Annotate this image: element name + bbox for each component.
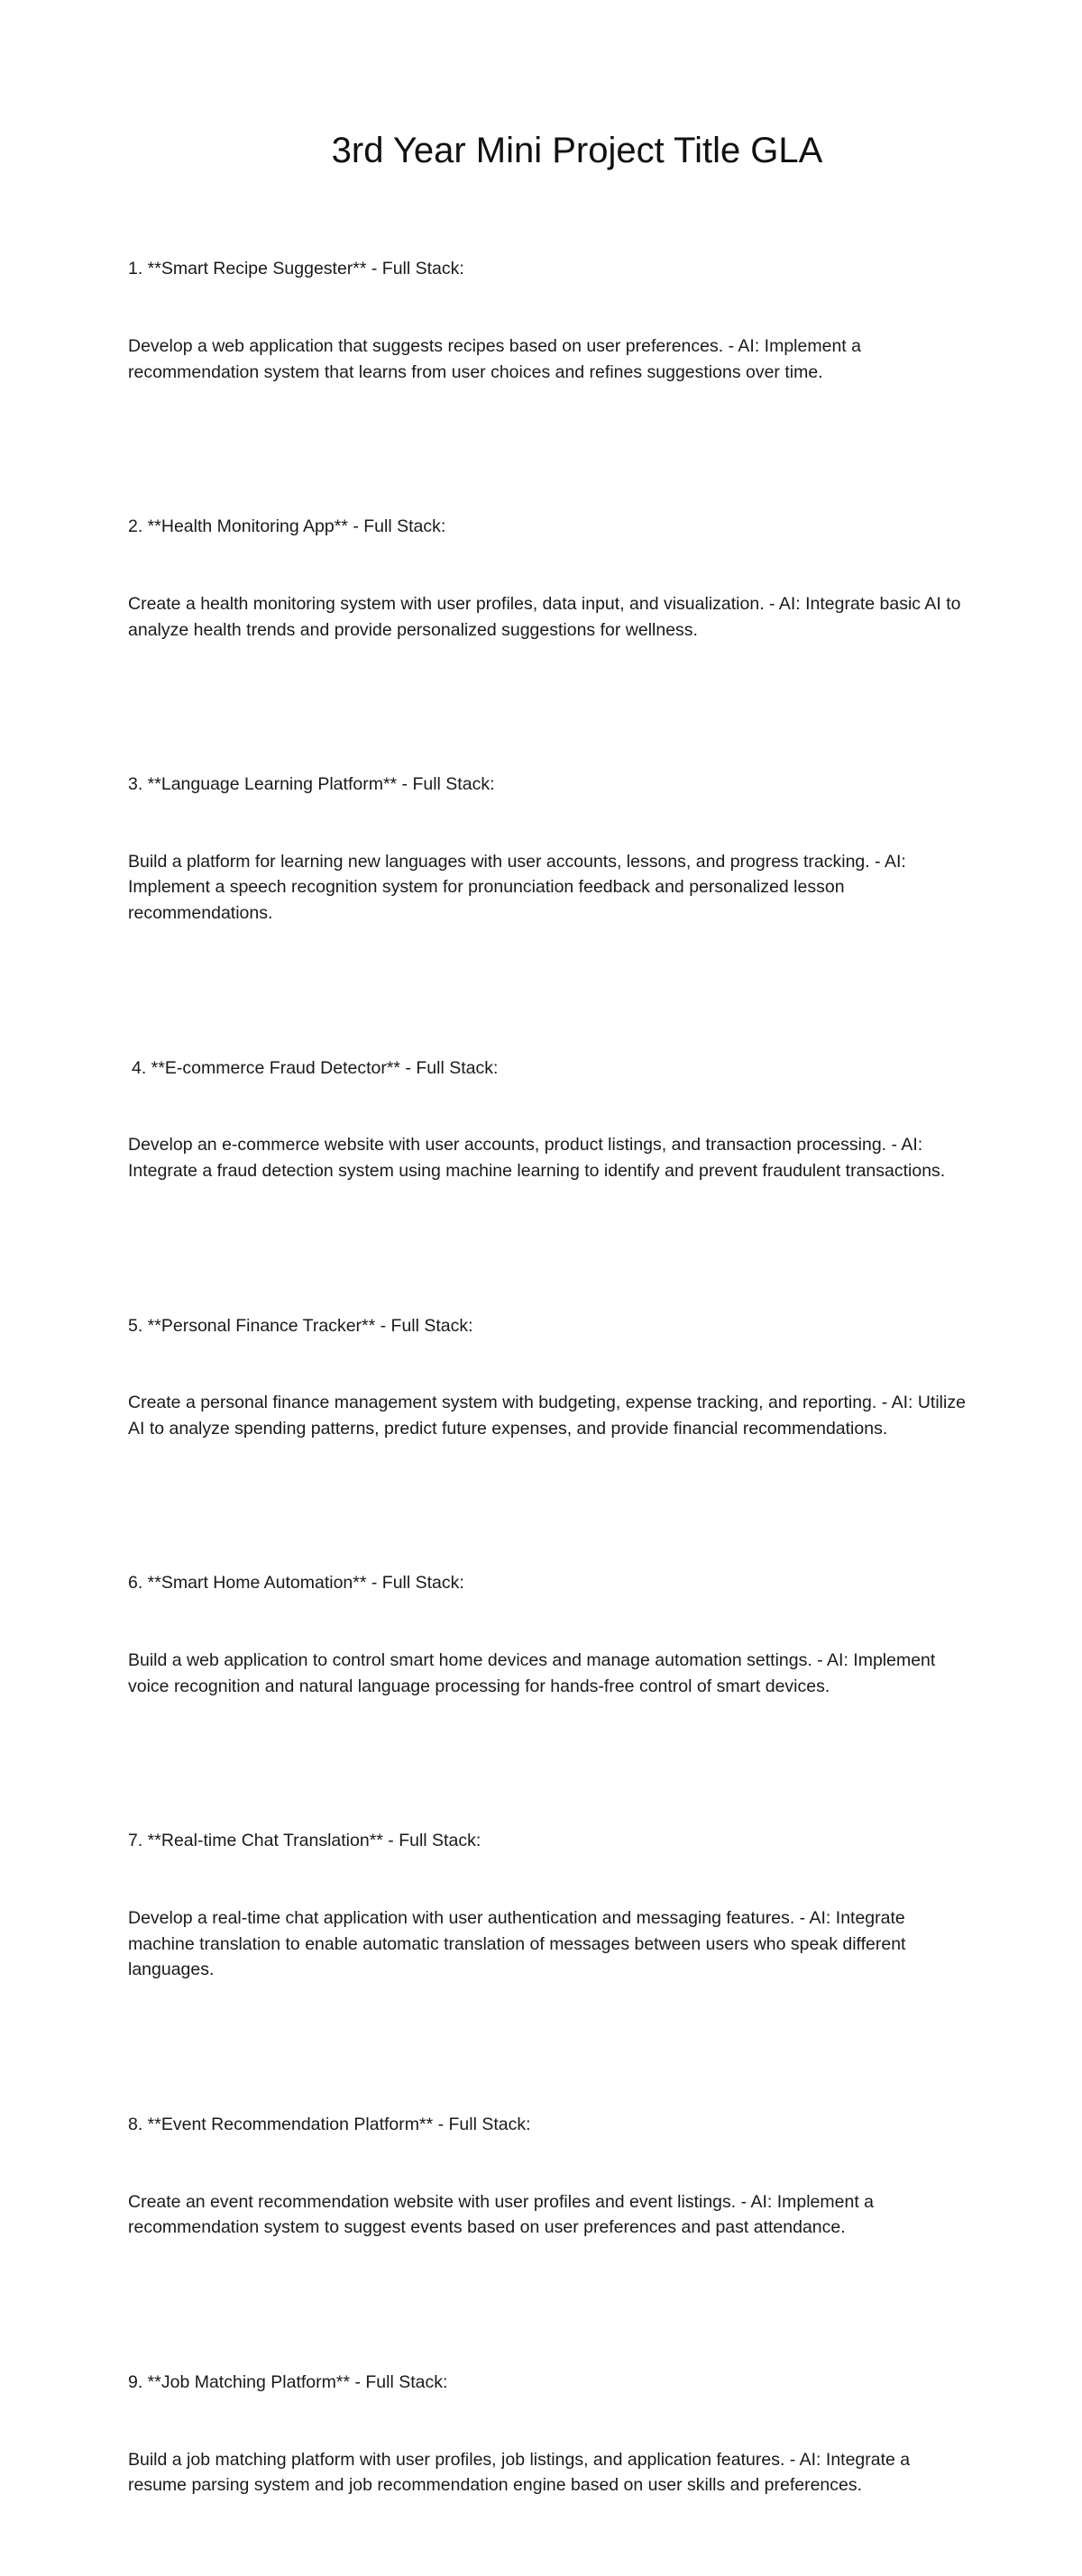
- project-description: Develop a real-time chat application with user authentication and messaging features. - AI: Integrate machine translation to enable automatic translation of messages between users who speak different languages.: [128, 1908, 911, 1980]
- project-description: Build a platform for learning new languages with user accounts, lessons, and progress tracking. - AI: Implement a speech recognition system for pronunciation feedback and personalized lesson recommendations.: [128, 851, 912, 924]
- project-heading: 5. **Personal Finance Tracker** - Full Stack:: [128, 1315, 473, 1336]
- project-heading: 8. **Event Recommendation Platform** - Full Stack:: [128, 2114, 531, 2134]
- project-description: Create a health monitoring system with user profiles, data input, and visualization. - AI: Integrate basic AI to analyze health trends and provide personalized suggestions for wellness.: [128, 593, 966, 640]
- project-item-4: [128, 1003, 967, 1235]
- project-heading: 2. **Health Monitoring App** - Full Stack:: [128, 516, 446, 537]
- project-heading: 1. **Smart Recipe Suggester** - Full Stack:: [128, 259, 464, 279]
- project-item-3: [128, 720, 967, 978]
- project-heading: 6. **Smart Home Automation** - Full Stack:: [128, 1573, 464, 1594]
- project-description: Build a web application to control smart home devices and manage automation settings. - AI: Implement voice recognition and natural language processing for hands-free control of smart devices.: [128, 1650, 940, 1696]
- project-item-5: [128, 1261, 970, 1493]
- project-heading: 4. **E-commerce Fraud Detector** - Full Stack:: [132, 1057, 499, 1078]
- project-item-7: [128, 1777, 967, 2034]
- page-title: 3rd Year Mini Project Title GLA: [331, 131, 823, 170]
- project-description: Develop an e-commerce website with user accounts, product listings, and transaction processing. - AI: Integrate a fraud detection system using machine learning to identify and prevent fraudulent transactions.: [128, 1135, 946, 1181]
- project-heading: 9. **Job Matching Platform** - Full Stack:: [128, 2371, 448, 2392]
- project-description: Create an event recommendation website with user profiles and event listings. - AI: Implement a recommendation system to suggest events based on user preferences and past attendance.: [128, 2191, 879, 2238]
- project-heading: 3. **Language Learning Platform** - Full Stack:: [128, 774, 495, 795]
- project-item-1: [128, 205, 967, 436]
- project-item-2: [128, 462, 967, 694]
- project-description: Create a personal finance management system with budgeting, expense tracking, and reporting. - AI: Utilize AI to analyze spending patterns, predict future expenses, and provide financial recommendations.: [128, 1393, 970, 1439]
- project-item-6: [128, 1519, 967, 1750]
- project-heading: 7. **Real-time Chat Translation** - Full Stack:: [128, 1831, 481, 1851]
- project-item-9: [128, 2318, 967, 2550]
- project-item-8: [128, 2060, 967, 2292]
- project-description: Develop a web application that suggests recipes based on user preferences. - AI: Implement a recommendation system that learns from user choices and refines suggestions over time.: [128, 335, 867, 382]
- project-description: Build a job matching platform with user profiles, job listings, and application features. - AI: Integrate a resume parsing system and job recommendation engine based on user skills and preferences.: [128, 2449, 915, 2496]
- project-list: [128, 205, 970, 2576]
